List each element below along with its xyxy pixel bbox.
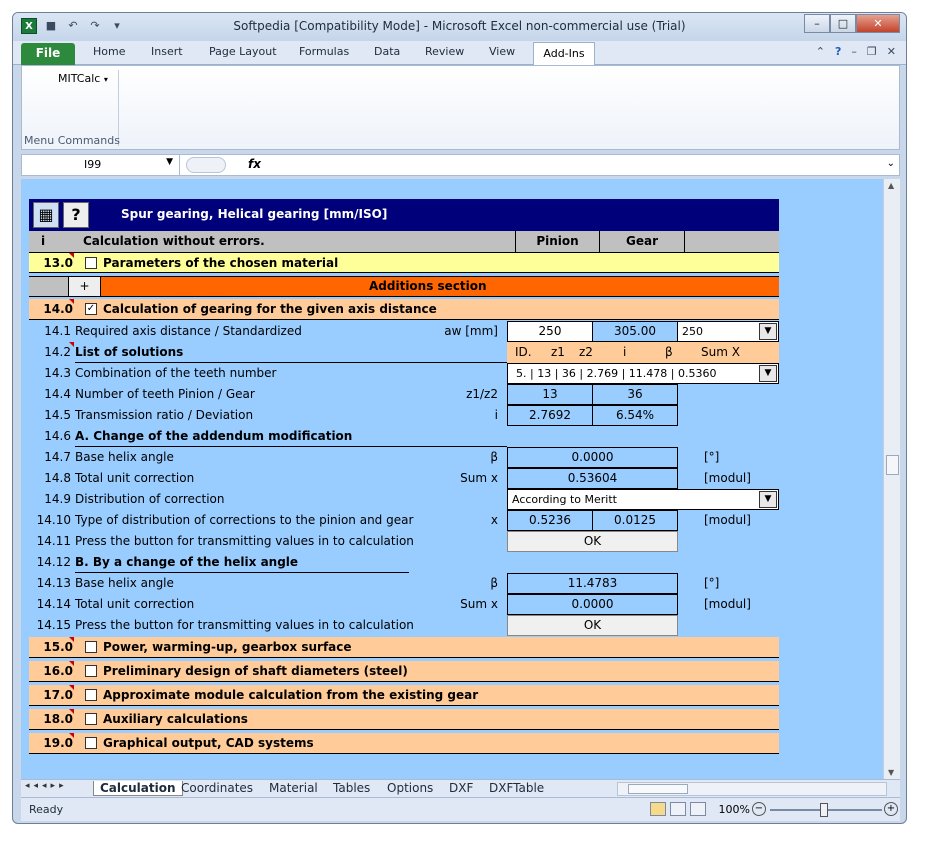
excel-app-icon[interactable]: X (21, 18, 37, 34)
help-icon[interactable]: ? (835, 45, 842, 58)
row-label: Required axis distance / Standardized (75, 324, 302, 338)
title-bar (13, 13, 906, 41)
formula-bar-resize[interactable] (186, 157, 226, 173)
tab-add-ins[interactable]: Add-Ins (533, 42, 595, 66)
row-label: Transmission ratio / Deviation (75, 408, 254, 422)
excel-window (12, 12, 907, 824)
section-13[interactable] (29, 252, 779, 273)
row-14-14 (21, 594, 883, 615)
base-helix-angle-a: 0.0000 (507, 447, 678, 468)
row-14-9 (21, 489, 883, 510)
row-14-8 (21, 468, 883, 489)
total-unit-correction-b: 0.0000 (507, 594, 678, 615)
gear-teeth: 36 (592, 384, 678, 405)
row-number: 14.5 (44, 408, 71, 422)
doc-restore-icon[interactable]: ❐ (866, 45, 877, 58)
scroll-thumb[interactable] (628, 784, 688, 794)
additions-spacer (29, 277, 69, 296)
mitcalc-label: MITCalc (58, 72, 101, 85)
row-label: Press the button for transmitting values in to calculation (75, 618, 414, 632)
mitcalc-menu[interactable] (58, 72, 108, 85)
status-i: i (41, 234, 46, 248)
gear-correction: 0.0125 (592, 510, 678, 531)
row-14-1 (21, 321, 883, 342)
row-number: 14.9 (44, 492, 71, 506)
row-number: 14.3 (44, 366, 71, 380)
pinion-teeth: 13 (507, 384, 593, 405)
row-14-12 (21, 552, 883, 573)
doc-minimize-icon[interactable]: – (851, 45, 857, 58)
chevron-down-icon[interactable]: ▼ (759, 323, 777, 340)
section-number: 17.0 (43, 688, 73, 702)
section-label: Approximate module calculation from the existing gear (103, 688, 479, 702)
expand-additions-button[interactable]: + (69, 277, 101, 296)
status-row (29, 231, 779, 252)
row-label: Distribution of correction (75, 492, 225, 506)
ribbon-right-icons (816, 45, 896, 58)
scroll-thumb[interactable] (886, 455, 899, 475)
row-label: Type of distribution of corrections to the pinion and gear (75, 513, 414, 527)
customize-qat-icon[interactable]: ▾ (114, 19, 120, 32)
calculator-icon[interactable]: ▦ (33, 202, 59, 228)
section-label: Parameters of the chosen material (103, 256, 339, 270)
row-label: List of solutions (75, 345, 184, 359)
tab-file[interactable]: File (21, 43, 75, 65)
row-label: Total unit correction (75, 597, 195, 611)
additions-bar (29, 276, 779, 297)
row-symbol: β (490, 450, 498, 464)
section-checkbox[interactable] (85, 665, 97, 677)
row-label: Press the button for transmitting values in to calculation (75, 534, 414, 548)
row-label: Base helix angle (75, 450, 174, 464)
row-14-13 (21, 573, 883, 594)
calculation-status: Calculation without errors. (83, 234, 265, 248)
pinion-correction: 0.5236 (507, 510, 593, 531)
window-title: Softpedia [Compatibility Mode] - Microsoft Excel non-commercial use (Trial) (233, 19, 686, 33)
ok-button[interactable]: OK (507, 531, 678, 552)
column-gear: Gear (600, 231, 685, 252)
doc-close-icon[interactable]: ✕ (886, 45, 896, 58)
tab-home[interactable]: Home (93, 45, 126, 58)
tab-page-layout[interactable]: Page Layout (209, 45, 277, 58)
unit: [modul] (704, 513, 751, 527)
section-14[interactable] (29, 299, 779, 320)
row-label: A. Change of the addendum modification (75, 429, 353, 443)
unit: [°] (704, 450, 720, 464)
header-z2: z2 (579, 345, 593, 359)
unit: [modul] (704, 471, 751, 485)
column-pinion: Pinion (515, 231, 600, 252)
header-id: ID. (515, 345, 532, 359)
sheet-title: Spur gearing, Helical gearing [mm/ISO] (121, 207, 388, 221)
section-checkbox[interactable] (85, 737, 97, 749)
dropdown-value: According to Meritt (512, 493, 617, 506)
unit: [°] (704, 576, 720, 590)
header-sumx: Sum X (701, 345, 740, 359)
expand-formula-bar-icon[interactable]: ⌄ (886, 158, 895, 169)
section-checkbox[interactable] (85, 689, 97, 701)
row-number: 14.11 (36, 534, 71, 548)
row-number: 14.15 (36, 618, 71, 632)
header-z1: z1 (551, 345, 565, 359)
worksheet[interactable] (21, 179, 883, 779)
row-number: 14.6 (44, 429, 71, 443)
section-label: Auxiliary calculations (103, 712, 248, 726)
row-14-11 (21, 531, 883, 552)
minimize-ribbon-icon[interactable]: ⌃ (815, 45, 826, 58)
normal-view-icon[interactable] (650, 802, 666, 816)
row-number: 14.13 (36, 576, 71, 590)
section-number: 19.0 (43, 736, 73, 750)
section-number: 18.0 (43, 712, 73, 726)
row-14-7 (21, 447, 883, 468)
help-button[interactable]: ? (63, 202, 89, 228)
section-label: Graphical output, CAD systems (103, 736, 314, 750)
window-controls (804, 14, 900, 33)
dropdown-value: 5. | 13 | 36 | 2.769 | 11.478 | 0.5360 (516, 367, 717, 380)
axis-distance-standardized: 305.00 (592, 321, 678, 342)
horizontal-scrollbar[interactable] (617, 782, 887, 796)
sheet-tab-options[interactable]: Options (387, 781, 434, 795)
name-box[interactable] (22, 155, 180, 175)
row-number: 14.10 (36, 513, 71, 527)
row-symbol: aw [mm] (444, 324, 498, 338)
zoom-out-icon[interactable]: − (752, 802, 766, 816)
section-15[interactable] (29, 637, 779, 658)
transmission-ratio: 2.7692 (507, 405, 593, 426)
section-18[interactable] (29, 709, 779, 730)
header-beta: β (665, 345, 673, 359)
row-symbol: x (490, 513, 498, 527)
row-label: Total unit correction (75, 471, 195, 485)
row-symbol: β (490, 576, 498, 590)
additions-label: Additions section (369, 279, 487, 293)
section-label: Power, warming-up, gearbox surface (103, 640, 352, 654)
menu-commands-group-label: Menu Commands (24, 134, 120, 147)
row-number: 14.4 (44, 387, 71, 401)
row-14-3 (21, 363, 883, 384)
formula-bar (21, 154, 900, 176)
tab-review[interactable]: Review (425, 45, 465, 58)
base-helix-angle-b: 11.4783 (507, 573, 678, 594)
vertical-scrollbar[interactable] (883, 179, 900, 779)
ribbon-tabs (13, 41, 906, 65)
section-checkbox[interactable] (85, 257, 97, 269)
row-14-4 (21, 384, 883, 405)
row-14-15 (21, 615, 883, 636)
section-label: Preliminary design of shaft diameters (steel) (103, 664, 408, 678)
section-checkbox[interactable] (85, 713, 97, 725)
row-14-10 (21, 510, 883, 531)
close-button[interactable]: ✕ (856, 14, 900, 33)
sheet-tab-bar (21, 779, 900, 797)
row-label: Combination of the teeth number (75, 366, 277, 380)
zoom-level[interactable]: 100% (718, 803, 750, 816)
section-number: 13.0 (43, 256, 73, 270)
zoom-slider-thumb[interactable] (820, 803, 828, 817)
row-14-2 (21, 342, 883, 363)
tab-insert[interactable]: Insert (151, 45, 183, 58)
scroll-up-icon[interactable]: ▲ (888, 181, 895, 190)
distribution-dropdown[interactable] (507, 489, 779, 510)
section-number: 15.0 (43, 640, 73, 654)
name-box-value: I99 (84, 158, 102, 171)
dropdown-value: 250 (682, 325, 703, 338)
axis-distance-input[interactable]: 250 (507, 321, 593, 342)
chevron-down-icon[interactable]: ▼ (759, 365, 777, 382)
save-icon[interactable]: ■ (45, 19, 57, 32)
sheet-tab-calculation[interactable]: Calculation (93, 781, 183, 796)
solutions-header (507, 342, 779, 363)
row-number: 14.14 (36, 597, 71, 611)
section-checkbox[interactable] (85, 641, 97, 653)
zoom-in-icon[interactable]: + (884, 802, 898, 816)
maximize-button[interactable]: □ (830, 14, 856, 33)
row-number: 14.8 (44, 471, 71, 485)
row-symbol: z1/z2 (466, 387, 498, 401)
row-number: 14.7 (44, 450, 71, 464)
redo-icon[interactable]: ↷ (90, 19, 100, 32)
scroll-down-icon[interactable]: ▼ (888, 768, 895, 777)
section-checkbox[interactable]: ✓ (86, 303, 96, 314)
chevron-down-icon[interactable]: ▼ (759, 491, 777, 508)
chevron-down-icon[interactable]: ▼ (166, 157, 173, 167)
sheet-tab-dxf[interactable]: DXF (449, 781, 474, 795)
section-number: 14.0 (43, 302, 73, 316)
section-17[interactable] (29, 685, 779, 706)
page-layout-view-icon[interactable] (670, 802, 686, 816)
row-14-5 (21, 405, 883, 426)
row-number: 14.2 (44, 345, 71, 359)
row-14-6 (21, 426, 883, 447)
section-19[interactable] (29, 733, 779, 754)
undo-icon[interactable]: ↶ (68, 19, 78, 32)
row-symbol: Sum x (460, 597, 498, 611)
status-bar (21, 797, 900, 821)
header-i: i (623, 345, 627, 359)
sheet-tab-tables[interactable]: Tables (333, 781, 371, 795)
section-number: 16.0 (43, 664, 73, 678)
row-label: B. By a change of the helix angle (75, 555, 299, 569)
ok-button[interactable]: OK (507, 615, 678, 636)
tab-data[interactable]: Data (374, 45, 401, 58)
sheet-header (29, 199, 779, 231)
page-break-view-icon[interactable] (690, 802, 706, 816)
section-label: Calculation of gearing for the given axis distance (103, 302, 437, 316)
ribbon-panel (21, 65, 900, 150)
tab-view[interactable]: View (489, 45, 516, 58)
row-label: Number of teeth Pinion / Gear (75, 387, 255, 401)
sheet-nav-arrows-icon[interactable]: ◂◂◂▸▸ (25, 781, 68, 791)
total-unit-correction-a: 0.53604 (507, 468, 678, 489)
minimize-button[interactable]: – (804, 14, 830, 33)
row-label: Base helix angle (75, 576, 174, 590)
section-16[interactable] (29, 661, 779, 682)
row-number: 14.12 (36, 555, 71, 569)
sheet-tab-material[interactable]: Material (269, 781, 318, 795)
row-symbol: Sum x (460, 471, 498, 485)
sheet-tab-dxftable[interactable]: DXFTable (489, 781, 545, 795)
sheet-tab-coordinates[interactable]: Coordinates (181, 781, 254, 795)
ratio-deviation: 6.54% (592, 405, 678, 426)
row-symbol: i (494, 408, 498, 422)
insert-function-icon[interactable]: fx (248, 157, 261, 171)
chevron-down-icon: ▾ (103, 75, 108, 84)
ready-status: Ready (29, 803, 64, 816)
unit: [modul] (704, 597, 751, 611)
teeth-combination-dropdown[interactable] (507, 363, 779, 384)
row-number: 14.1 (44, 324, 71, 338)
zoom-slider[interactable] (770, 809, 882, 811)
tab-formulas[interactable]: Formulas (299, 45, 350, 58)
